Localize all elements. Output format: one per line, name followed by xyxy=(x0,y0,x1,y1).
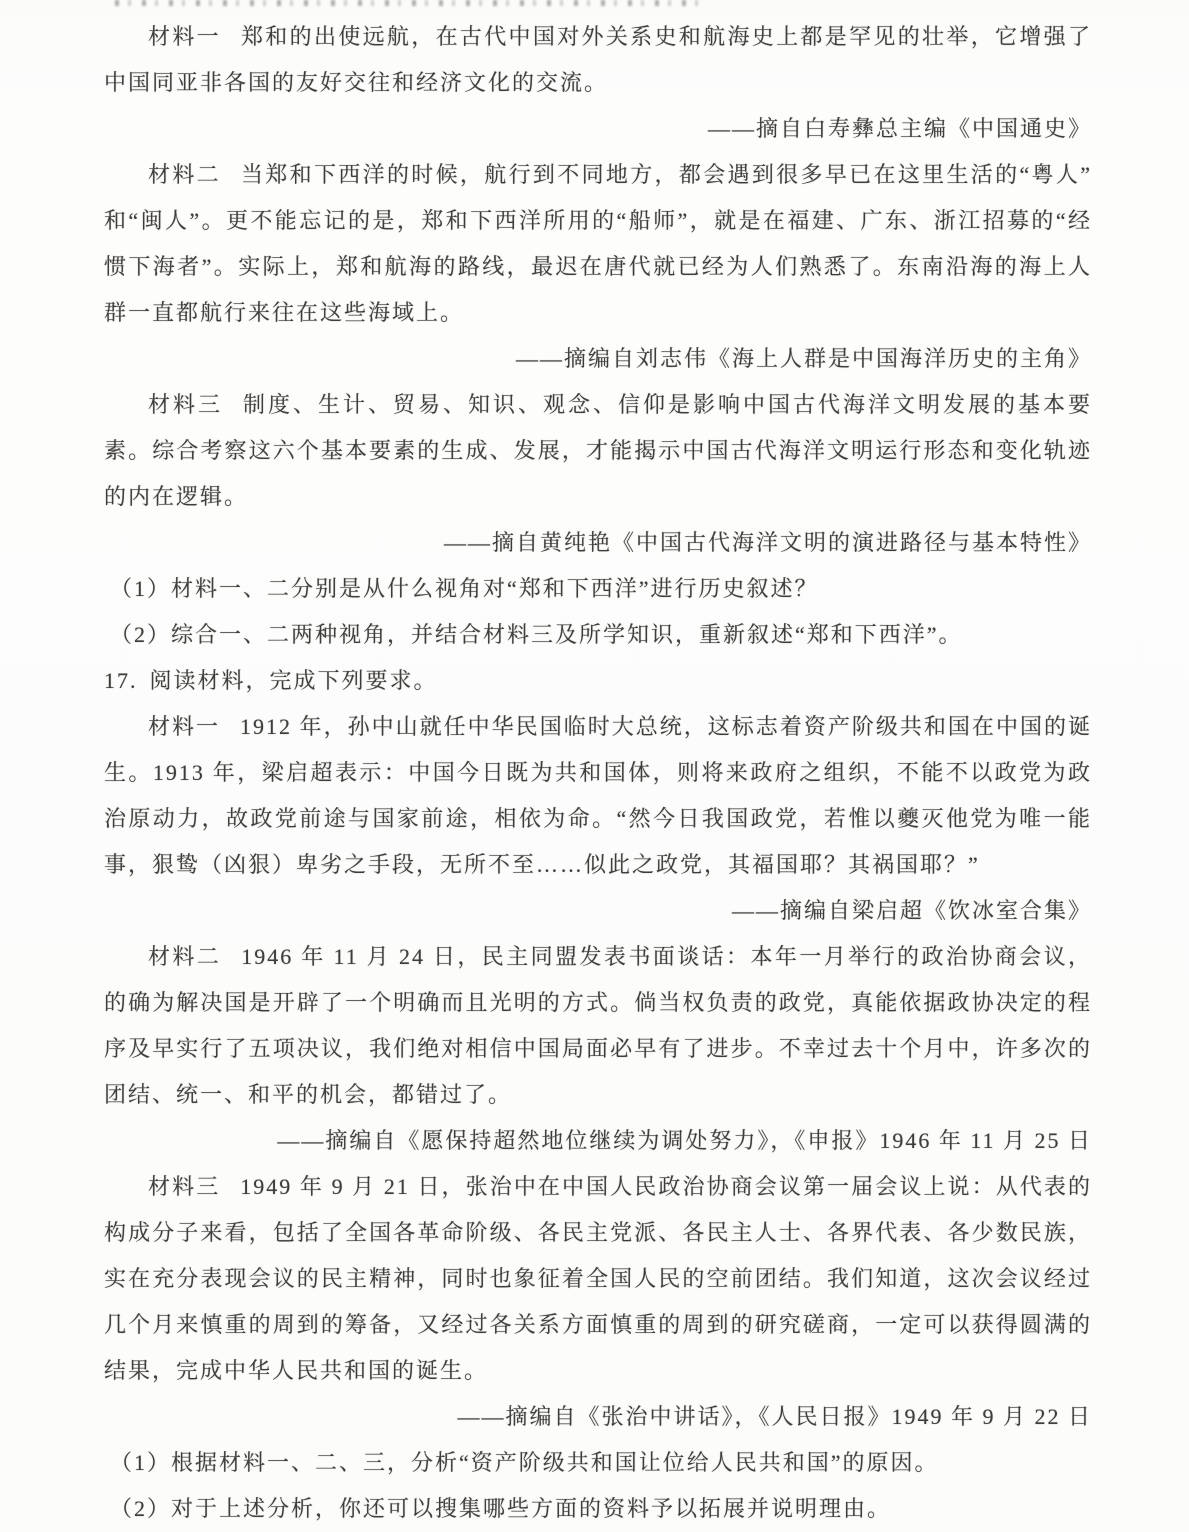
material-source: ——摘编自《张治中讲话》，《人民日报》1949 年 9 月 22 日 xyxy=(457,1404,1092,1429)
material-source: ——摘编自刘志伟《海上人群是中国海洋历史的主角》 xyxy=(515,346,1092,371)
cutoff-text-remnant xyxy=(115,0,707,6)
material-label: 材料一 xyxy=(148,24,221,49)
material-label: 材料一 xyxy=(148,714,221,739)
material-label: 材料三 xyxy=(148,1174,221,1199)
material-text: 1912 年，孙中山就任中华民国临时大总统，这标志着资产阶级共和国在中国的诞生。1913 年，梁启超表示：中国今日既为共和国体，则将来政府之组织，不能不以政党为政治原动力，故政党前途与国家前途，相依为命。“然今日我国政党，若惟以夔灭他党为唯一能事，狠鸷（凶狠）卑劣之手段，无所不至……似此之政党，其福国耶？其祸国耶？” xyxy=(104,714,1092,877)
material-source: ——摘编自梁启超《饮冰室合集》 xyxy=(731,898,1092,923)
question-number: 17. xyxy=(104,668,138,693)
question-prompt: 阅读材料，完成下列要求。 xyxy=(149,668,438,693)
material-paragraph xyxy=(104,704,1092,888)
exam-content xyxy=(104,14,1092,1532)
material-source: ——摘自黄纯艳《中国古代海洋文明的演进路径与基本特性》 xyxy=(443,530,1092,555)
sub-question: （1）根据材料一、二、三，分析“资产阶级共和国让位给人民共和国”的原因。 xyxy=(110,1450,939,1475)
material-paragraph xyxy=(104,1164,1092,1394)
material-text: 1946 年 11 月 24 日，民主同盟发表书面谈话：本年一月举行的政治协商会议，的确为解决国是开辟了一个明确而且光明的方式。倘当权负责的政党，真能依据政协决定的程序及早实行了五项决议，我们绝对相信中国局面必早有了进步。不幸过去十个月中，许多次的团结、统一、和平的机会，都错过了。 xyxy=(104,944,1092,1107)
material-paragraph xyxy=(104,14,1092,106)
material-paragraph xyxy=(104,382,1092,520)
material-label: 材料二 xyxy=(148,162,221,187)
material-text: 制度、生计、贸易、知识、观念、信仰是影响中国古代海洋文明发展的基本要素。综合考察这六个基本要素的生成、发展，才能揭示中国古代海洋文明运行形态和变化轨迹的内在逻辑。 xyxy=(104,392,1092,509)
material-source: ——摘自白寿彝总主编《中国通史》 xyxy=(707,116,1092,141)
material-paragraph xyxy=(104,934,1092,1118)
material-source: ——摘编自《愿保持超然地位继续为调处努力》，《申报》1946 年 11 月 25 日 xyxy=(277,1128,1092,1153)
material-paragraph xyxy=(104,152,1092,336)
sub-question: （2）综合一、二两种视角，并结合材料三及所学知识，重新叙述“郑和下西洋”。 xyxy=(110,622,963,647)
material-label: 材料二 xyxy=(148,944,222,969)
material-text: 郑和的出使远航，在古代中国对外关系史和航海史上都是罕见的壮举，它增强了中国同亚非各国的友好交往和经济文化的交流。 xyxy=(104,24,1092,95)
material-label: 材料三 xyxy=(148,392,223,417)
material-text: 当郑和下西洋的时候，航行到不同地方，都会遇到很多早已在这里生活的“粤人”和“闽人”。更不能忘记的是，郑和下西洋所用的“船师”，就是在福建、广东、浙江招募的“经惯下海者”。实际上，郑和航海的路线，最迟在唐代就已经为人们熟悉了。东南沿海的海上人群一直都航行来往在这些海域上。 xyxy=(104,162,1092,325)
sub-question: （2）对于上述分析，你还可以搜集哪些方面的资料予以拓展并说明理由。 xyxy=(110,1496,892,1521)
material-text: 1949 年 9 月 21 日，张治中在中国人民政治协商会议第一届会议上说：从代表的构成分子来看，包括了全国各革命阶级、各民主党派、各民主人士、各界代表、各少数民族，实在充分表现会议的民主精神，同时也象征着全国人民的空前团结。我们知道，这次会议经过几个月来慎重的周到的筹备，又经过各关系方面慎重的周到的研究磋商，一定可以获得圆满的结果，完成中华人民共和国的诞生。 xyxy=(104,1174,1092,1383)
question-17-header xyxy=(104,658,1092,704)
sub-question: （1）材料一、二分别是从什么视角对“郑和下西洋”进行历史叙述？ xyxy=(110,576,819,601)
